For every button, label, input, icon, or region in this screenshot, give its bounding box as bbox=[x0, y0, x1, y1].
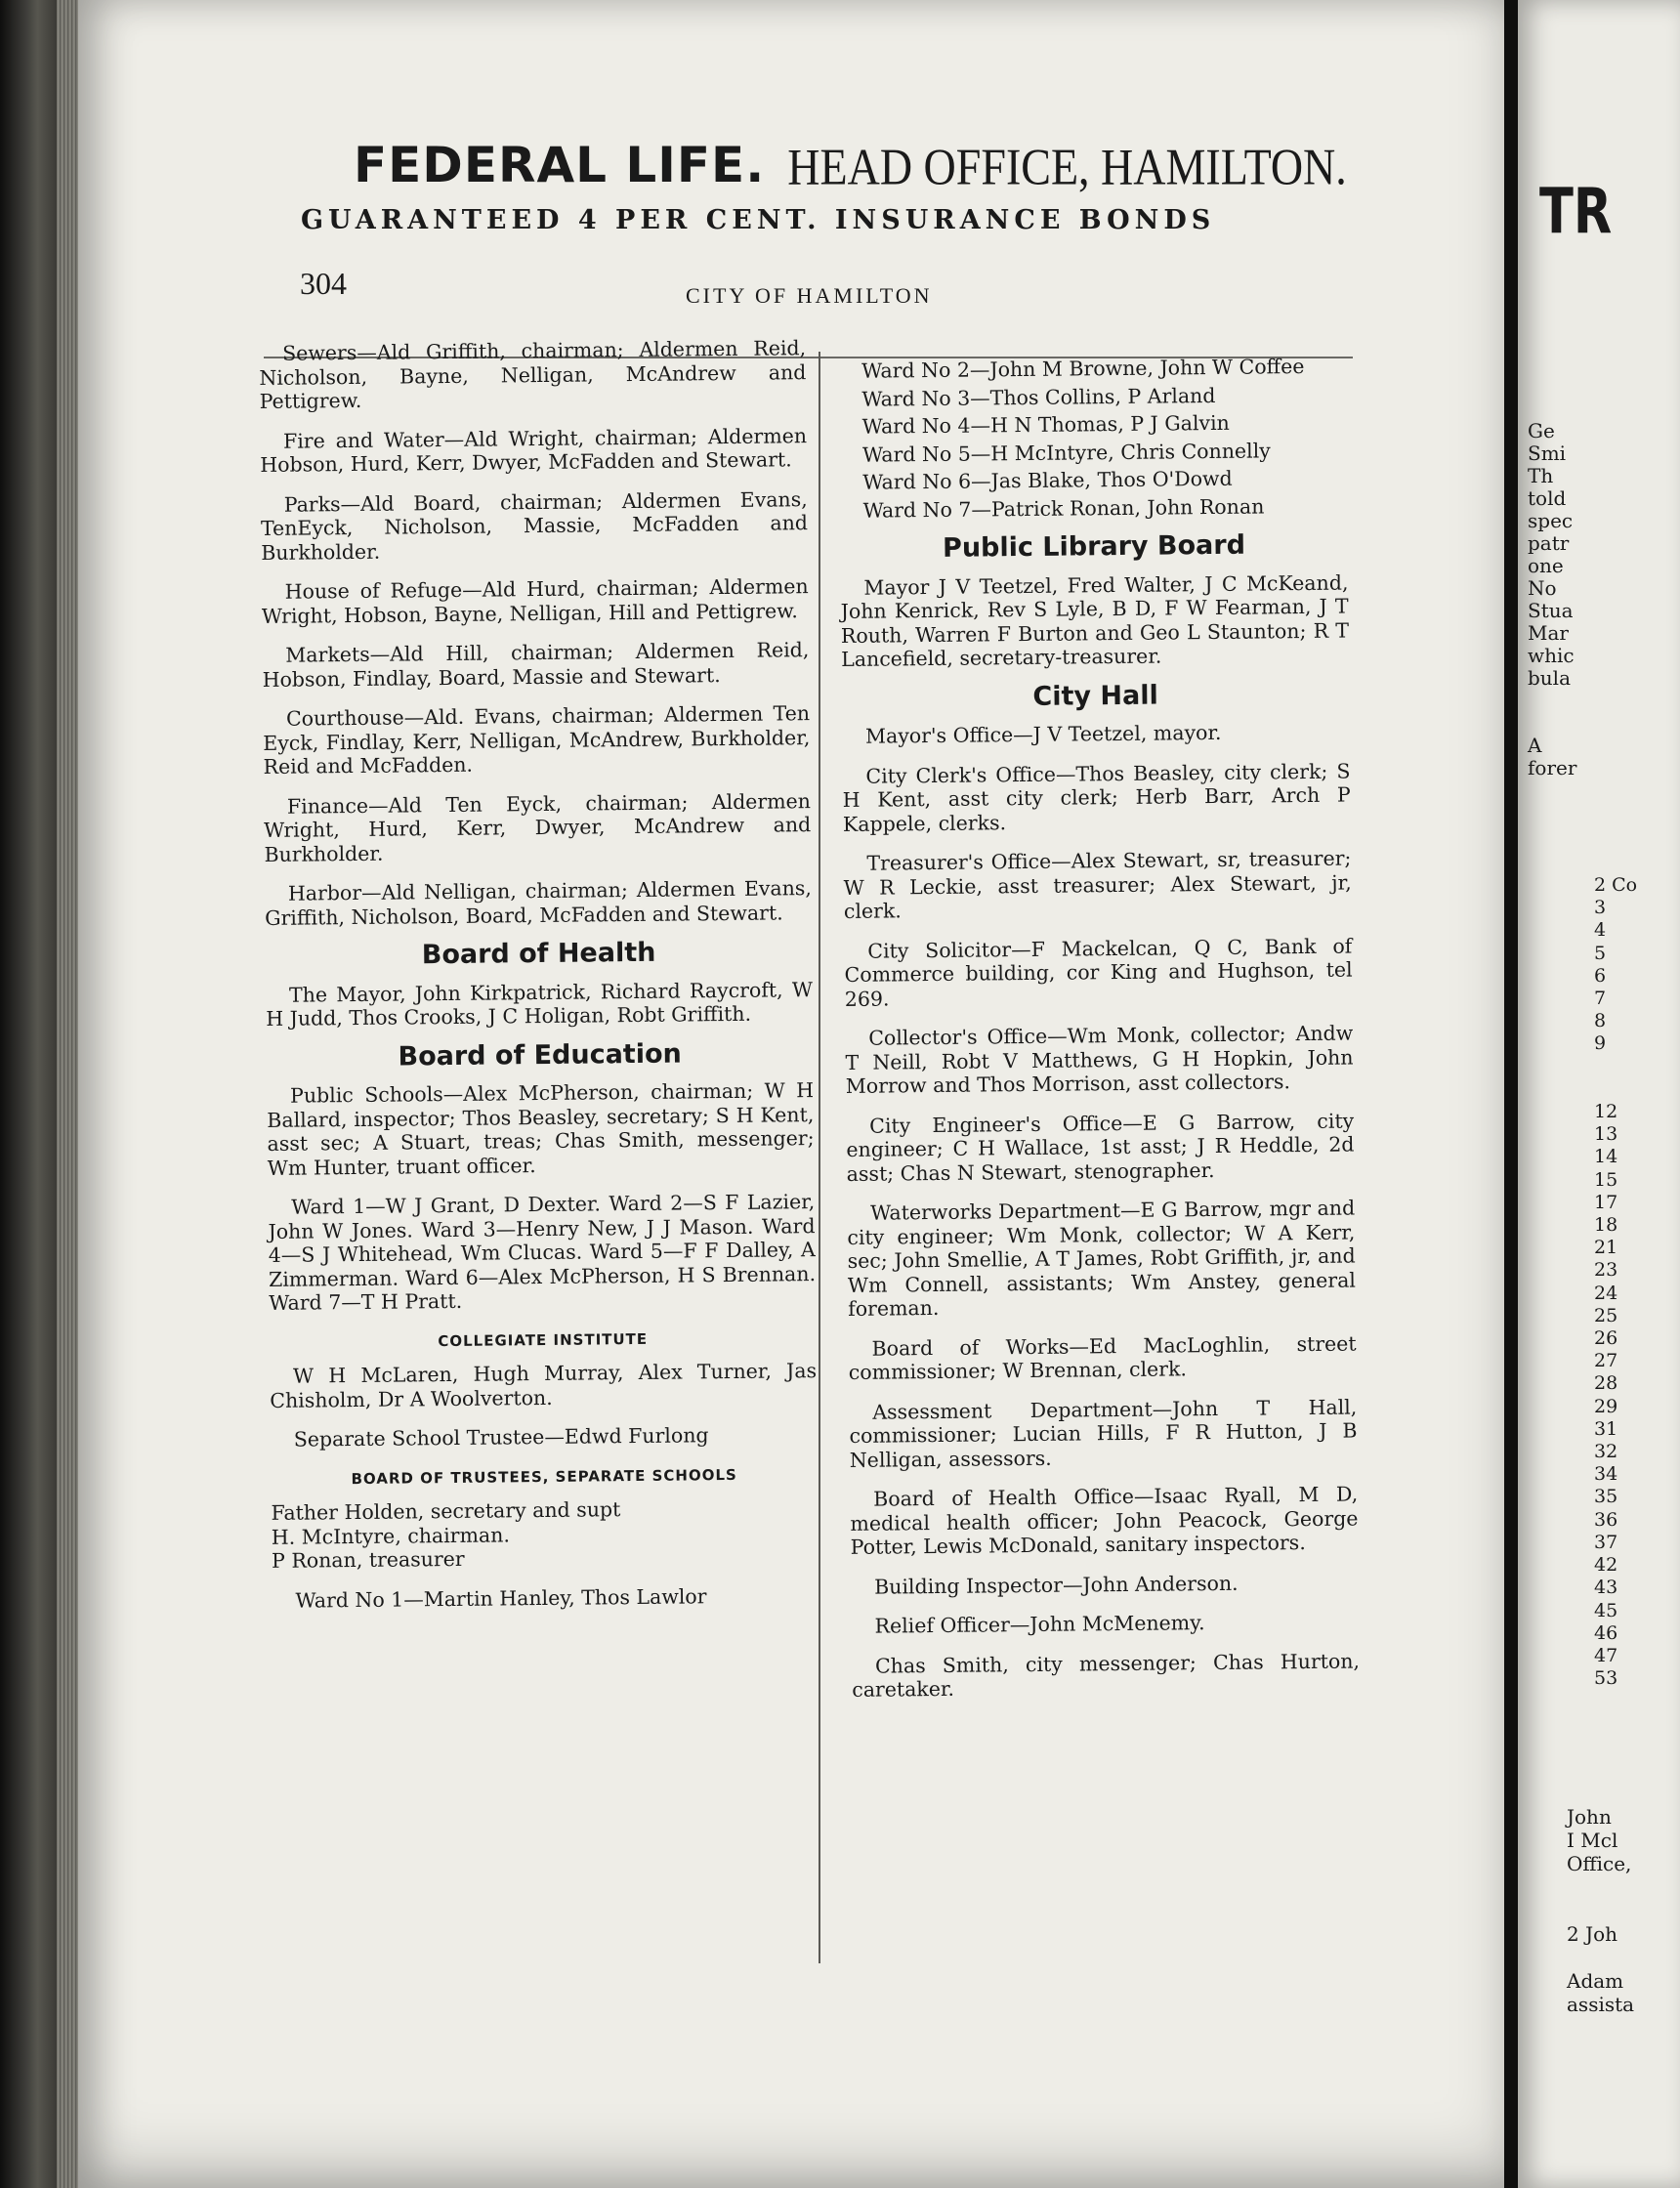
number-fragment bbox=[1594, 1078, 1637, 1101]
number-fragment: 37 bbox=[1594, 1531, 1618, 1553]
adjacent-text-fragments bbox=[1528, 420, 1576, 779]
trustee-line: Father Holden, secretary and supt bbox=[271, 1497, 621, 1525]
text-fragment: Mar bbox=[1528, 621, 1569, 645]
page-number: 304 bbox=[300, 266, 347, 301]
number-fragment: 18 bbox=[1594, 1214, 1618, 1237]
office-entry: Assessment Department—John T Hall, commissioner; Lucian Hills, F R Hutton, J B Nelligan, assessors. bbox=[849, 1394, 1358, 1472]
committee-entry: Harbor—Ald Nelligan, chairman; Aldermen Evans, Griffith, Nicholson, Board, McFadden and Stewart. bbox=[265, 876, 813, 930]
text-fragment bbox=[1567, 1899, 1634, 1922]
ward-1-trustees: Ward No 1—Martin Hanley, Thos Lawlor bbox=[295, 1583, 707, 1613]
ward-trustees: Ward No 4—H N Thomas, P J Galvin bbox=[861, 410, 1230, 439]
right-column bbox=[838, 355, 1361, 1718]
committee-entry: Sewers—Ald Griffith, chairman; Aldermen Reid, Nicholson, Bayne, Nelligan, McAndrew and Pettigrew. bbox=[259, 336, 807, 413]
number-fragment: 28 bbox=[1594, 1372, 1618, 1395]
office-entry: Chas Smith, city messenger; Chas Hurton, caretaker. bbox=[852, 1648, 1361, 1702]
number-fragment: 47 bbox=[1594, 1644, 1618, 1666]
trustee-line: H. McIntyre, chairman. bbox=[271, 1522, 511, 1549]
ward-trustees: Ward No 6—Jas Blake, Thos O'Dowd bbox=[862, 466, 1233, 494]
banner-federal-life: FEDERAL LIFE. bbox=[354, 137, 766, 193]
text-fragment: Office, bbox=[1567, 1852, 1632, 1875]
separate-schools-board-heading: BOARD OF TRUSTEES, SEPARATE SCHOOLS bbox=[351, 1465, 737, 1488]
running-head: CITY OF HAMILTON bbox=[686, 283, 933, 308]
number-fragment: 17 bbox=[1594, 1191, 1618, 1213]
city-hall-heading: City Hall bbox=[1032, 680, 1158, 712]
number-fragment: 53 bbox=[1594, 1667, 1618, 1690]
number-fragment: 25 bbox=[1594, 1304, 1618, 1326]
office-entry: City Clerk's Office—Thos Beasley, city clerk; S H Kent, asst city clerk; Herb Barr, Arch P Kappele, clerks. bbox=[842, 759, 1351, 836]
number-fragment: 3 bbox=[1594, 897, 1607, 919]
number-fragment bbox=[1594, 1056, 1637, 1078]
education-wards-entry: Ward 1—W J Grant, D Dexter. Ward 2—S F Lazier, John W Jones. Ward 3—Henry New, J J Mason. Ward 4—S J Whitehead, Wm Clucas. Ward 5—F F Dalley, A Zimmerman. Ward 6—Alex McPherson, H S Brennan. Ward 7—T H Pratt. bbox=[268, 1190, 817, 1315]
number-fragment: 6 bbox=[1594, 964, 1607, 987]
text-fragment bbox=[1528, 690, 1576, 712]
text-fragment bbox=[1567, 1875, 1634, 1899]
committee-entry: House of Refuge—Ald Hurd, chairman; Aldermen Wright, Hobson, Bayne, Nelligan, Hill and Pettigrew. bbox=[261, 574, 809, 628]
page-edges bbox=[57, 0, 78, 2188]
text-fragment: Ge bbox=[1528, 419, 1555, 442]
board-of-health-heading: Board of Health bbox=[421, 937, 656, 971]
number-fragment: 13 bbox=[1594, 1123, 1618, 1146]
committee-entry: Finance—Ald Ten Eyck, chairman; Aldermen Wright, Hurd, Kerr, Dwyer, McAndrew and Burkholder. bbox=[264, 788, 812, 866]
text-fragment: Stua bbox=[1528, 599, 1574, 622]
office-entry: Waterworks Department—E G Barrow, mgr and city engineer; Wm Monk, collector; W A Kerr, sec; John Smellie, A T James, Robt Griffith, jr, and Wm Connell, assistants; Wm Anstey, general foreman. bbox=[847, 1196, 1357, 1321]
number-fragment: 34 bbox=[1594, 1463, 1618, 1486]
ward-trustees: Ward No 3—Thos Collins, P Arland bbox=[861, 383, 1216, 411]
text-fragment: whic bbox=[1528, 644, 1575, 667]
office-entry: Building Inspector—John Anderson. bbox=[874, 1571, 1239, 1599]
office-entry: Board of Health Office—Isaac Ryall, M D, medical health officer; John Peacock, George Potter, Lewis McDonald, sanitary inspectors. bbox=[850, 1482, 1359, 1559]
number-fragment: 7 bbox=[1594, 988, 1607, 1010]
office-entry: Relief Officer—John McMenemy. bbox=[874, 1611, 1205, 1638]
board-of-education-heading: Board of Education bbox=[398, 1038, 682, 1073]
text-fragment: assista bbox=[1567, 1993, 1635, 2016]
adjacent-number-list bbox=[1594, 874, 1637, 1690]
collegiate-members: W H McLaren, Hugh Murray, Alex Turner, Jas Chisholm, Dr A Woolverton. bbox=[270, 1359, 818, 1412]
board-of-health-members: The Mayor, John Kirkpatrick, Richard Raycroft, W H Judd, Thos Crooks, J C Holigan, Robt Griffith. bbox=[266, 977, 814, 1031]
adjacent-page bbox=[1518, 0, 1680, 2188]
text-fragment: John bbox=[1567, 1805, 1612, 1829]
column-rule bbox=[819, 352, 820, 1963]
text-fragment: 2 Joh bbox=[1567, 1922, 1618, 1946]
office-entry: City Engineer's Office—E G Barrow, city engineer; C H Wallace, 1st asst; J R Heddle, 2d asst; Chas N Stewart, stenographer. bbox=[846, 1109, 1355, 1186]
text-fragment: one bbox=[1528, 554, 1564, 577]
insurance-bonds-line: GUARANTEED 4 PER CENT. INSURANCE BONDS bbox=[301, 205, 1216, 235]
number-fragment: 32 bbox=[1594, 1441, 1618, 1463]
ward-trustees: Ward No 5—H McIntyre, Chris Connelly bbox=[861, 438, 1271, 467]
separate-school-trustee: Separate School Trustee—Edwd Furlong bbox=[293, 1423, 709, 1452]
number-fragment: 46 bbox=[1594, 1621, 1618, 1644]
text-fragment: Smi bbox=[1528, 442, 1567, 465]
federal-life-banner bbox=[354, 137, 1347, 195]
ward-trustees: Ward No 7—Patrick Ronan, John Ronan bbox=[862, 493, 1265, 523]
text-fragment: I Mcl bbox=[1567, 1829, 1618, 1852]
committee-entry: Fire and Water—Ald Wright, chairman; Aldermen Hobson, Hurd, Kerr, Dwyer, McFadden and Stewart. bbox=[260, 423, 808, 477]
text-fragment: No bbox=[1528, 576, 1557, 600]
committee-entry: Parks—Ald Board, chairman; Aldermen Evans, TenEyck, Nicholson, Massie, McFadden and Burkholder. bbox=[260, 486, 809, 565]
number-fragment: 12 bbox=[1594, 1101, 1618, 1123]
collegiate-institute-heading: COLLEGIATE INSTITUTE bbox=[438, 1329, 649, 1350]
adjacent-title-fragment: TR bbox=[1539, 176, 1613, 248]
text-fragment: Adam bbox=[1567, 1969, 1624, 1993]
left-column bbox=[259, 336, 819, 1628]
number-fragment: 2 Co bbox=[1594, 874, 1638, 896]
number-fragment: 27 bbox=[1594, 1350, 1618, 1372]
office-entry: City Solicitor—F Mackelcan, Q C, Bank of Commerce building, cor King and Hughson, tel 269. bbox=[844, 934, 1353, 1011]
public-library-heading: Public Library Board bbox=[942, 529, 1246, 564]
number-fragment: 29 bbox=[1594, 1395, 1618, 1417]
committee-entry: Courthouse—Ald. Evans, chairman; Aldermen Ten Eyck, Findlay, Kerr, Nelligan, McAndrew, Burkholder, Reid and McFadden. bbox=[263, 701, 811, 778]
text-fragment: bula bbox=[1528, 666, 1572, 690]
text-fragment bbox=[1567, 1946, 1634, 1969]
number-fragment: 42 bbox=[1594, 1554, 1618, 1577]
text-fragment: told bbox=[1528, 486, 1567, 510]
office-entry: Collector's Office—Wm Monk, collector; Andw T Neill, Robt V Matthews, G H Hopkin, John Morrow and Thos Morrison, asst collectors. bbox=[845, 1021, 1354, 1098]
text-fragment: spec bbox=[1528, 509, 1574, 532]
office-entry: Mayor's Office—J V Teetzel, mayor. bbox=[864, 720, 1222, 748]
number-fragment: 5 bbox=[1594, 942, 1607, 964]
number-fragment: 43 bbox=[1594, 1577, 1618, 1599]
ward-trustees: Ward No 2—John M Browne, John W Coffee bbox=[861, 355, 1305, 383]
number-fragment: 9 bbox=[1594, 1032, 1607, 1055]
public-library-members: Mayor J V Teetzel, Fred Walter, J C McKeand, John Kenrick, Rev S Lyle, B D, F W Fearman, J T Routh, Warren F Burton and Geo L Staunton; R T Lancefield, secretary-treasurer. bbox=[840, 570, 1350, 671]
text-fragment: patr bbox=[1528, 531, 1570, 555]
number-fragment: 14 bbox=[1594, 1146, 1618, 1168]
number-fragment: 36 bbox=[1594, 1508, 1618, 1531]
number-fragment: 15 bbox=[1594, 1168, 1618, 1191]
adjacent-bottom-fragments bbox=[1567, 1805, 1634, 2016]
number-fragment: 24 bbox=[1594, 1282, 1618, 1304]
text-fragment: A bbox=[1528, 734, 1542, 757]
text-fragment: forer bbox=[1528, 756, 1577, 779]
number-fragment: 21 bbox=[1594, 1237, 1618, 1259]
number-fragment: 45 bbox=[1594, 1599, 1618, 1621]
number-fragment: 31 bbox=[1594, 1417, 1618, 1440]
number-fragment: 8 bbox=[1594, 1010, 1607, 1032]
public-schools-entry: Public Schools—Alex McPherson, chairman; W H Ballard, inspector; Thos Beasley, secretary; S H Kent, asst sec; A Stuart, treas; Chas Smith, messenger; Wm Hunter, truant officer. bbox=[267, 1078, 815, 1180]
number-fragment: 4 bbox=[1594, 919, 1607, 942]
number-fragment: 23 bbox=[1594, 1259, 1618, 1282]
committee-entry: Markets—Ald Hill, chairman; Aldermen Reid, Hobson, Findlay, Board, Massie and Stewart. bbox=[262, 638, 810, 692]
banner-head-office: HEAD OFFICE, HAMILTON. bbox=[787, 138, 1347, 195]
office-entry: Board of Works—Ed MacLoghlin, street commissioner; W Brennan, clerk. bbox=[848, 1330, 1357, 1384]
number-fragment: 26 bbox=[1594, 1327, 1618, 1350]
book-gutter bbox=[1504, 0, 1518, 2188]
trustee-line: P Ronan, treasurer bbox=[271, 1546, 465, 1573]
text-fragment bbox=[1528, 712, 1576, 735]
office-entry: Treasurer's Office—Alex Stewart, sr, treasurer; W R Leckie, asst treasurer; Alex Stewart, jr, clerk. bbox=[843, 846, 1352, 923]
number-fragment: 35 bbox=[1594, 1486, 1618, 1508]
text-fragment: Th bbox=[1528, 464, 1554, 487]
